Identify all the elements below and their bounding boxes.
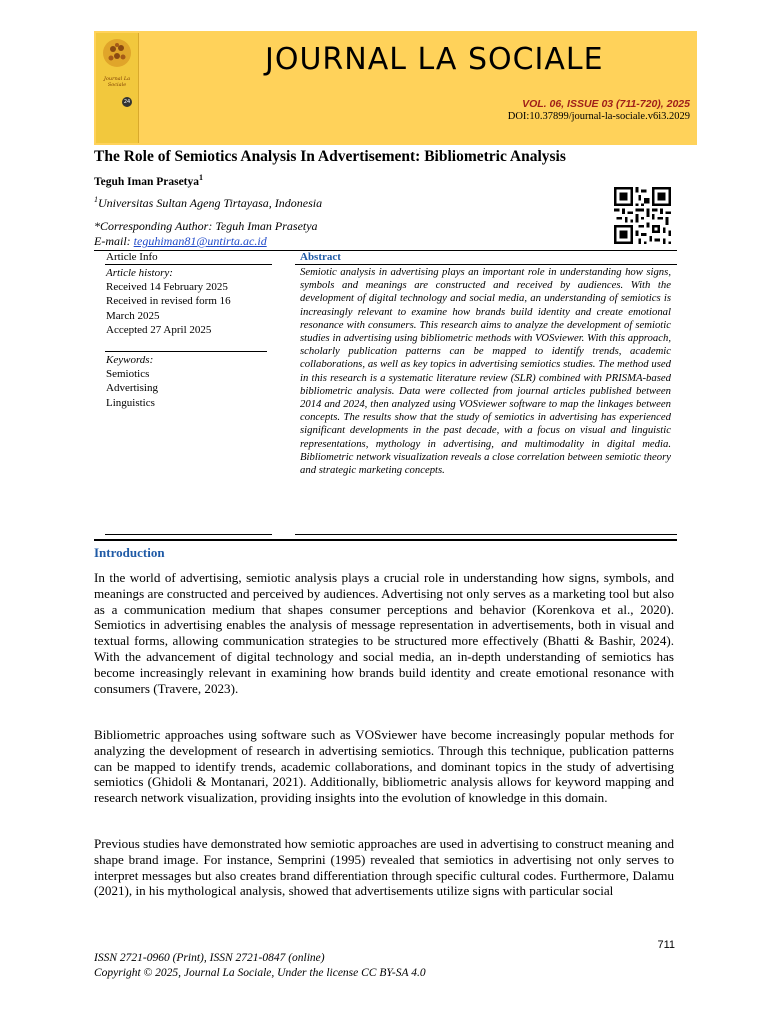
journal-name: JOURNAL LA SOCIALE (265, 42, 604, 77)
cover-badge: 24 (123, 99, 131, 105)
copyright-line: Copyright © 2025, Journal La Sociale, Under the license CC BY-SA 4.0 (94, 967, 426, 979)
affiliation-superscript: 1 (94, 195, 98, 204)
author-text: Teguh Iman Prasetya (94, 175, 199, 188)
volume-issue: VOL. 06, ISSUE 03 (711-720), 2025 (522, 98, 690, 110)
issn-line: ISSN 2721-0960 (Print), ISSN 2721-0847 (online) (94, 952, 325, 964)
page-number: 711 (657, 939, 675, 951)
cover-illustration (101, 37, 133, 69)
author-superscript: 1 (199, 173, 203, 182)
divider-abstract-bottom (295, 534, 677, 535)
introduction-heading: Introduction (94, 545, 165, 560)
divider-keywords (105, 351, 267, 352)
body-paragraph: Bibliometric approaches using software such as VOSviewer have become increasingly popular methods for analyzing the development of research in advertising semiotics. Through this technique, publication patterns can be mapped to identify trends, academic collaborations, and dominant topics in the study of advertising semiotics (Ghidoli & Montanari, 2021). Additionally, bibliometric analysis allows for keyword mapping and research network visualization, providing insights into the evolution of knowledge in this domain. (94, 727, 674, 806)
affiliation-text: Universitas Sultan Ageng Tirtayasa, Indonesia (98, 196, 323, 210)
body-paragraph: Previous studies have demonstrated how semiotic approaches are used in advertising to construct meaning and shape brand image. For instance, Semprini (1995) revealed that semiotics in advertising not only serves to interpret messages but also creates brand differentiation through specific cultural codes. Furthermore, Dalamu (2021), in his mythological analysis, showed that advertisements utilize signs with particular social (94, 836, 674, 899)
email-label: E-mail: (94, 234, 134, 248)
keyword-item: Linguistics (106, 396, 155, 409)
divider-article-info (105, 264, 272, 265)
keywords (106, 353, 271, 410)
cover-caption: Journal La Sociale (103, 76, 131, 88)
author-name (94, 173, 203, 188)
article-history (106, 266, 271, 337)
affiliation (94, 195, 322, 211)
divider-thick (94, 539, 677, 541)
journal-cover-thumbnail (96, 33, 139, 143)
corresponding-author: *Corresponding Author: Teguh Iman Prasetya (94, 219, 318, 233)
abstract-header: Abstract (300, 251, 341, 263)
article-info-header: Article Info (106, 251, 158, 263)
paper-title: The Role of Semiotics Analysis In Advertisement: Bibliometric Analysis (94, 148, 566, 165)
email-link[interactable]: teguhiman81@untirta.ac.id (133, 234, 267, 248)
keyword-item: Semiotics (106, 368, 150, 381)
divider-abstract (295, 264, 677, 265)
email-line (94, 234, 267, 249)
abstract-text: Semiotic analysis in advertising plays an important role in understanding how signs, symbols and meanings are constructed and received by audiences. With the development of digital technology and social media, an understanding of semiotics is increasingly relevant to examine how brands build identity and create emotional resonance with consumers. This research aims to analyze the development of semiotic studies in advertising using bibliometric methods with VOSviewer. With this approach, scholarly publication patterns can be mapped to identify trends, academic collaborations, as well as key topics in advertising semiotics studies. The method used in this research is a systematic literature review (SLR) combined with PRISMA-based bibliometric analysis. Data were collected from journal articles published between 2014 and 2024, then analyzed using VOSviewer software to map the linkages between concepts. The results show that the study of semiotics in advertising has experienced significant developments in the past decade, with a focus on visual and linguistic representations, mythology in advertising, and multimodality in digital media. Bibliometric network visualization reveals a close correlation between semiotic theory and strategic marketing concepts. (300, 266, 671, 477)
history-item: March 2025 (106, 309, 160, 322)
history-item: Received 14 February 2025 (106, 281, 228, 294)
history-label: Article history: (106, 267, 173, 279)
history-item: Accepted 27 April 2025 (106, 323, 212, 336)
divider-top (94, 250, 677, 251)
body-paragraph: In the world of advertising, semiotic analysis plays a crucial role in understanding how signs, symbols, and meanings are constructed and perceived by audiences. Advertising not only serves as a marketing tool but also as a communication medium that shapes consumer perceptions and behavior (Korenkova et al., 2020). Semiotics in advertising enables the analysis of message representation in advertisements, both in visual and textual forms, allowing communication strategies to be structured more effectively (Bhatti & Bashir, 2024). With the advancement of digital technology and social media, an in-depth understanding of semiotics has become increasingly relevant in examining how brands build identity and create emotional resonance with consumers (Travere, 2023). (94, 570, 674, 696)
keywords-label: Keywords: (106, 354, 154, 366)
qr-code-icon (612, 187, 673, 244)
doi[interactable]: DOI:10.37899/journal-la-sociale.v6i3.2029 (507, 111, 690, 122)
divider-info-bottom (105, 534, 272, 535)
keyword-item: Advertising (106, 382, 158, 395)
history-item: Received in revised form 16 (106, 295, 231, 308)
